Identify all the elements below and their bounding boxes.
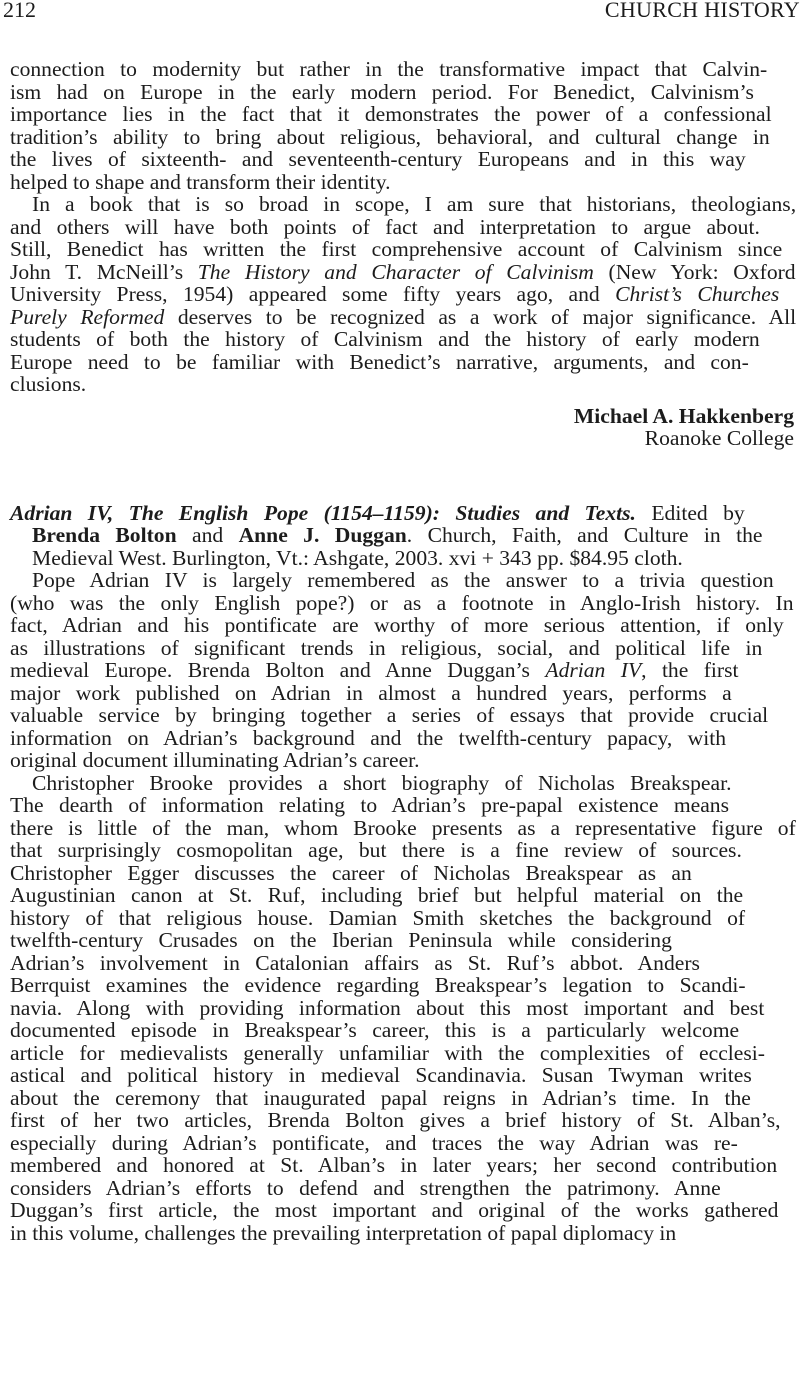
text-line: Duggan’s first article, the most important and original of the works gathered <box>10 1198 779 1222</box>
text-line: The dearth of information relating to Adrian’s pre-papal existence means <box>10 793 729 817</box>
text-line: as illustrations of significant trends in religious, social, and political life in <box>10 635 763 660</box>
text-line: helped to shape and transform their identity. <box>10 169 391 194</box>
reviewer-signature <box>10 405 798 428</box>
book-title-italic: Purely Reformed <box>10 304 165 329</box>
text-line: In a book that is so broad in scope, I am sure that historians, theologians, <box>32 192 797 216</box>
text-line: about the ceremony that inaugurated papal reigns in Adrian’s time. In the <box>10 1085 751 1110</box>
page-header <box>0 0 800 24</box>
text-line: Berrquist examines the evidence regarding Breakspear’s legation to Scandi- <box>10 973 746 997</box>
book-title-italic: Adrian IV <box>545 658 642 682</box>
editor-name: Anne J. Duggan <box>238 523 407 547</box>
text-line: students of both the history of Calvinism and the history of early modern <box>10 327 760 351</box>
text-line: importance lies in the fact that it demonstrates the power of a confessional <box>10 102 772 126</box>
text-line: history of that religious house. Damian Smith sketches the background of <box>10 905 746 930</box>
book-title-italic: Christ’s Churches <box>615 282 780 306</box>
text-line: that surprisingly cosmopolitan age, but there is a fine review of sources. <box>10 838 742 862</box>
text-run: and <box>176 523 239 547</box>
text-line <box>10 283 798 306</box>
prev-review-paragraph-2 <box>10 193 798 396</box>
text-line: Adrian’s involvement in Catalonian affairs as St. Ruf’s abbot. Anders <box>10 950 700 975</box>
text-line: Medieval West. Burlington, Vt.: Ashgate, 2003. xvi + 343 pp. $84.95 cloth. <box>32 545 683 570</box>
text-line: twelfth-century Crusades on the Iberian Peninsula while considering <box>10 928 672 952</box>
text-line: the lives of sixteenth- and seventeenth-century Europeans and in this way <box>10 147 746 171</box>
text-line: major work published on Adrian in almost a hundred years, performs a <box>10 680 732 705</box>
prev-review-paragraph-1 <box>10 58 798 193</box>
text-line: in this volume, challenges the prevailing interpretation of papal diplomacy in <box>10 1220 677 1245</box>
text-line: Europe need to be familiar with Benedict’s narrative, arguments, and con- <box>10 349 749 374</box>
page-number: 212 <box>3 0 36 22</box>
text-run: Edited by <box>635 500 745 525</box>
book-title-italic: The History and Character of Calvinism <box>197 259 594 284</box>
text-line: fact, Adrian and his pontificate are worthy of more serious attention, if only <box>10 613 784 637</box>
text-run: (New York: Oxford <box>593 259 796 284</box>
text-run: . Church, Faith, and Culture in the <box>406 523 763 547</box>
text-line: and others will have both points of fact and interpretation to argue about. <box>10 214 760 239</box>
text-line: original document illuminating Adrian’s career. <box>10 748 420 772</box>
running-head: CHURCH HISTORY <box>604 0 800 22</box>
text-line: membered and honored at St. Alban’s in later years; her second contribution <box>10 1153 778 1177</box>
text-run: medieval Europe. Brenda Bolton and Anne Duggan’s <box>10 658 546 682</box>
text-run: , the first <box>641 658 739 682</box>
text-line: documented episode in Breakspear’s career, this is a particularly welcome <box>10 1018 740 1042</box>
review-book-title: Adrian IV, The English Pope (1154–1159): Studies and Texts. <box>10 500 636 525</box>
reviewer-affiliation: Roanoke College <box>644 426 794 450</box>
text-line <box>10 524 798 547</box>
review-paragraph-2 <box>10 772 798 1245</box>
text-line: information on Adrian’s background and the twelfth-century papacy, with <box>10 725 727 750</box>
text-line: Augustinian canon at St. Ruf, including brief but helpful material on the <box>10 883 744 907</box>
text-line: Christopher Egger discusses the career of Nicholas Breakspear as an <box>10 860 692 885</box>
text-line: connection to modernity but rather in the transformative impact that Calvin- <box>10 57 768 81</box>
text-line: there is little of the man, whom Brooke presents as a representative figure of <box>10 815 796 840</box>
text-line: Christopher Brooke provides a short biography of Nicholas Breakspear. <box>32 770 732 795</box>
text-line: valuable service by bringing together a series of essays that provide crucial <box>10 703 769 727</box>
editor-name: Brenda Bolton <box>32 523 177 547</box>
text-line: (who was the only English pope?) or as a footnote in Anglo-Irish history. In <box>10 590 794 615</box>
text-line <box>10 261 798 284</box>
text-line <box>10 502 798 525</box>
text-line <box>10 659 798 682</box>
text-line: ism had on Europe in the early modern period. For Benedict, Calvinism’s <box>10 79 754 104</box>
text-line: clusions. <box>10 372 87 396</box>
text-line: especially during Adrian’s pontificate, and traces the way Adrian was re- <box>10 1130 738 1155</box>
text-line: tradition’s ability to bring about religious, behavioral, and cultural change in <box>10 124 770 149</box>
text-line: Pope Adrian IV is largely remembered as the answer to a trivia question <box>32 568 774 592</box>
text-line <box>10 306 798 329</box>
text-run: deserves to be recognized as a work of major significance. All <box>164 304 797 329</box>
text-run: University Press, 1954) appeared some fifty years ago, and <box>10 282 616 306</box>
text-run: John T. McNeill’s <box>10 259 198 284</box>
text-line: first of her two articles, Brenda Bolton gives a brief history of St. Alban’s, <box>10 1108 781 1132</box>
reviewer-name: Michael A. Hakkenberg <box>573 403 794 428</box>
text-line: article for medievalists generally unfamiliar with the complexities of ecclesi- <box>10 1040 765 1065</box>
page-body <box>10 58 798 1244</box>
text-line: navia. Along with providing information about this most important and best <box>10 995 765 1020</box>
text-line: considers Adrian’s efforts to defend and strengthen the patrimony. Anne <box>10 1175 721 1200</box>
review-citation <box>10 502 798 570</box>
text-line: Still, Benedict has written the first comprehensive account of Calvinism since <box>10 237 783 261</box>
review-paragraph-1 <box>10 569 798 772</box>
text-line: astical and political history in medieval Scandinavia. Susan Twyman writes <box>10 1063 752 1087</box>
